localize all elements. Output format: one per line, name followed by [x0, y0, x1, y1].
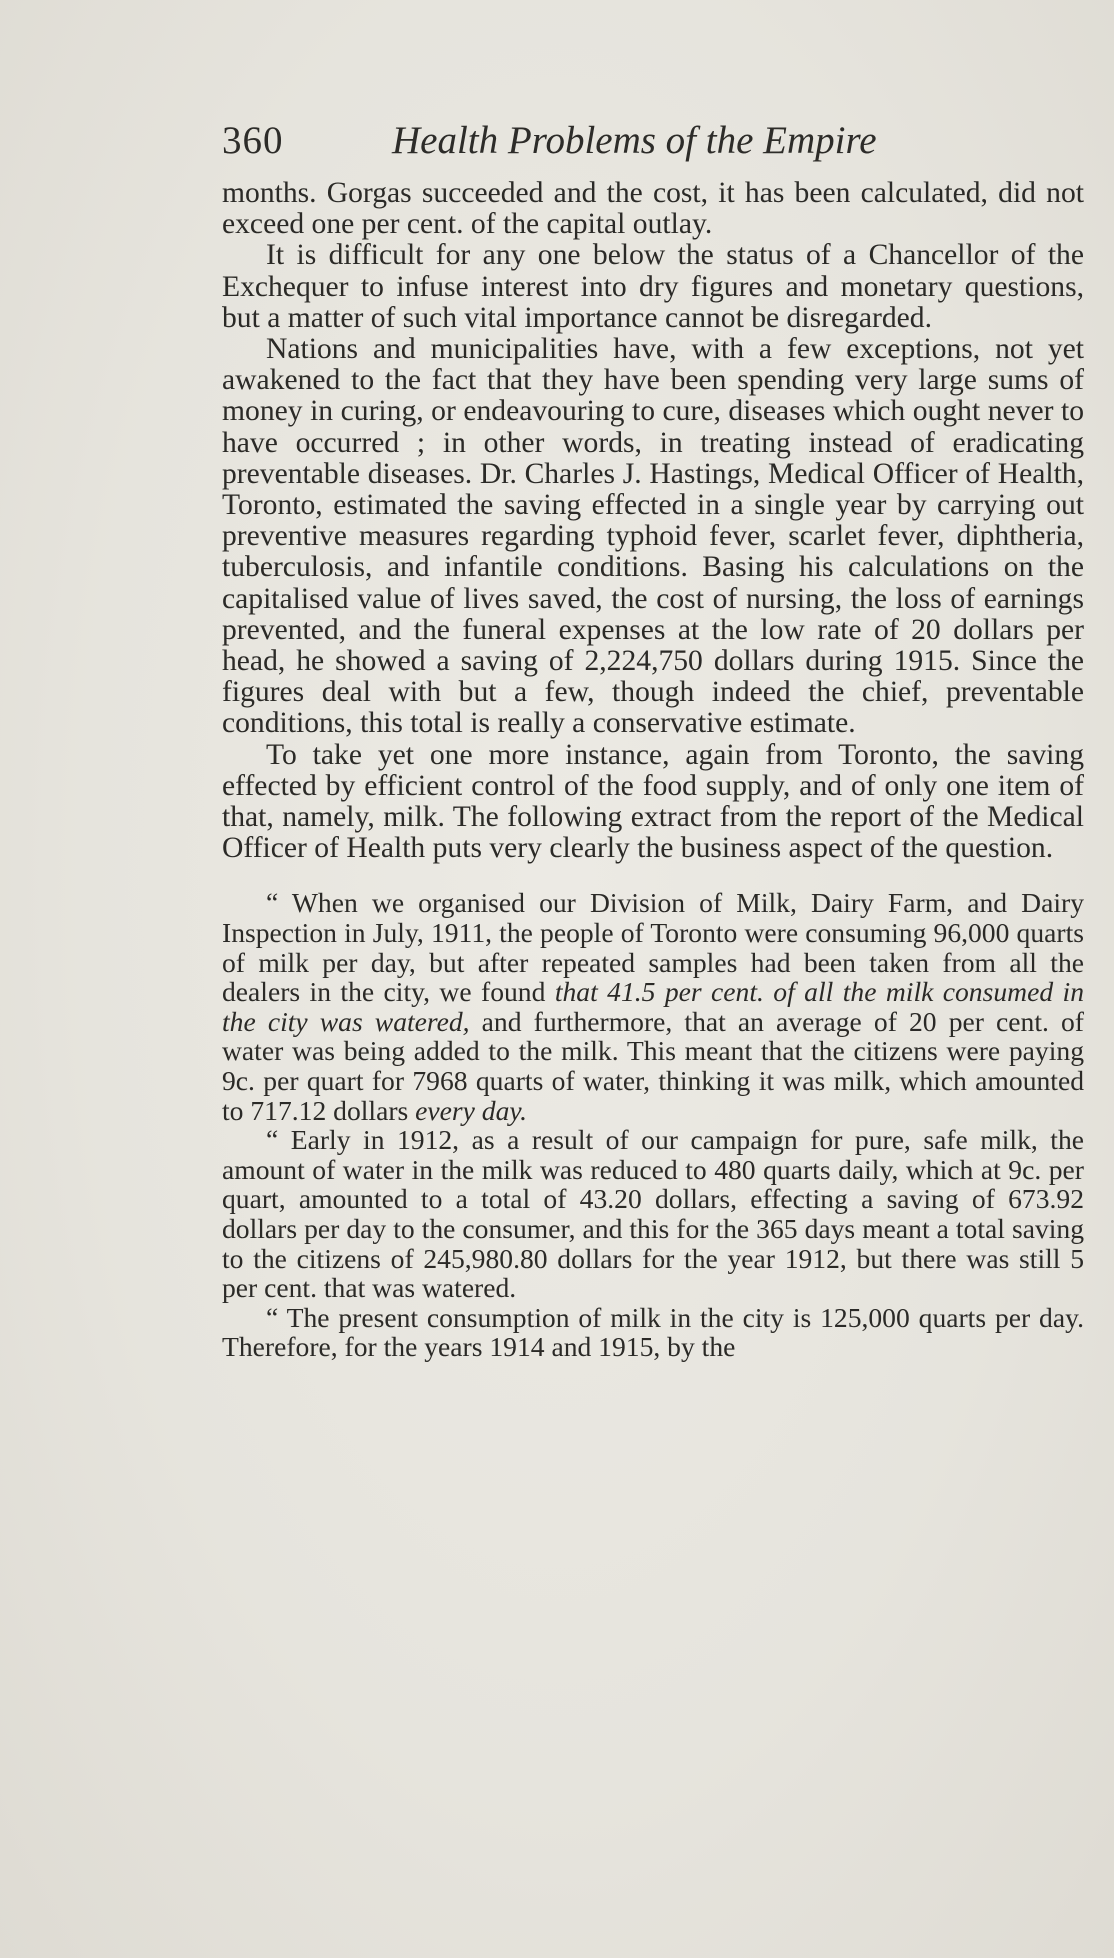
paragraph-2: It is difficult for any one below the status of a Chancellor of the Exchequer to infuse interest into dry figures and monetary questions, but a matter of such vital importance cannot be disregarded.	[222, 239, 1084, 334]
quote-paragraph-1	[222, 888, 1084, 1125]
paragraph-1: months. Gorgas succeeded and the cost, it has been calculated, did not exceed one per cent. of the capital outlay.	[222, 177, 1084, 241]
paragraph-4: To take yet one more instance, again from Toronto, the saving effected by efficient control of the food supply, and of only one item of that, namely, milk. The following extract from the report of the Medical Officer of Health puts very clearly the business aspect of the question.	[222, 738, 1084, 865]
running-head	[222, 112, 1090, 172]
quote-paragraph-3: “ The present consumption of milk in the city is 125,000 quarts per day. Therefore, for the years 1914 and 1915, by the	[222, 1301, 1084, 1363]
quote-emphasis: every day.	[415, 1094, 527, 1126]
paragraph-3: Nations and municipalities have, with a few exceptions, not yet awakened to the fact that they have been spending very large sums of money in curing, or endeavouring to cure, diseases which ought never to have occurred ; in other words, in treating instead of eradicating preventable diseases. Dr. Charles J. Hastings, Medical Officer of Health, Toronto, estimated the saving effected in a single year by carrying out preventive measures regarding typhoid fever, scarlet fever, diphtheria, tuberculosis, and infantile conditions. Basing his calculations on the capitalised value of lives saved, the cost of nursing, the loss of earnings prevented, and the funeral expenses at the low rate of 20 dollars per head, he showed a saving of 2,224,750 dollars during 1915. Since the figures deal with but a few, though indeed the chief, preventable conditions, this total is really a conservative estimate.	[222, 333, 1084, 740]
quote-paragraph-2: “ Early in 1912, as a result of our campaign for pure, safe milk, the amount of water in the milk was reduced to 480 quarts daily, which at 9c. per quart, amounted to a total of 43.20 dollars, effecting a saving of 673.92 dollars per day to the consumer, and this for the 365 days meant a total saving to the citizens of 245,980.80 dollars for the year 1912, but there was still 5 per cent. that was watered.	[222, 1124, 1084, 1304]
running-title: Health Problems of the Empire	[392, 119, 877, 162]
body-text	[222, 178, 1084, 1362]
quote-text: “ When we organised our Division of Milk, Dairy Farm, and Dairy Inspection in July, 1911, the people of Toronto were consuming 96,000 quarts of milk per day, but after repeated samples had been taken from all the dealers in the city, we found	[222, 887, 1084, 1008]
quote-emphasis: that 41.5 per cent. of all the milk consumed in the city was watered,	[222, 976, 1084, 1037]
page-number: 360	[222, 119, 284, 162]
quote-text: and furthermore, that an average of 20 per cent. of water was being added to the milk. This meant that the citizens were paying 9c. per quart for 7968 quarts of water, thinking it was milk, which amounted to 717.12 dollars	[222, 1005, 1084, 1126]
